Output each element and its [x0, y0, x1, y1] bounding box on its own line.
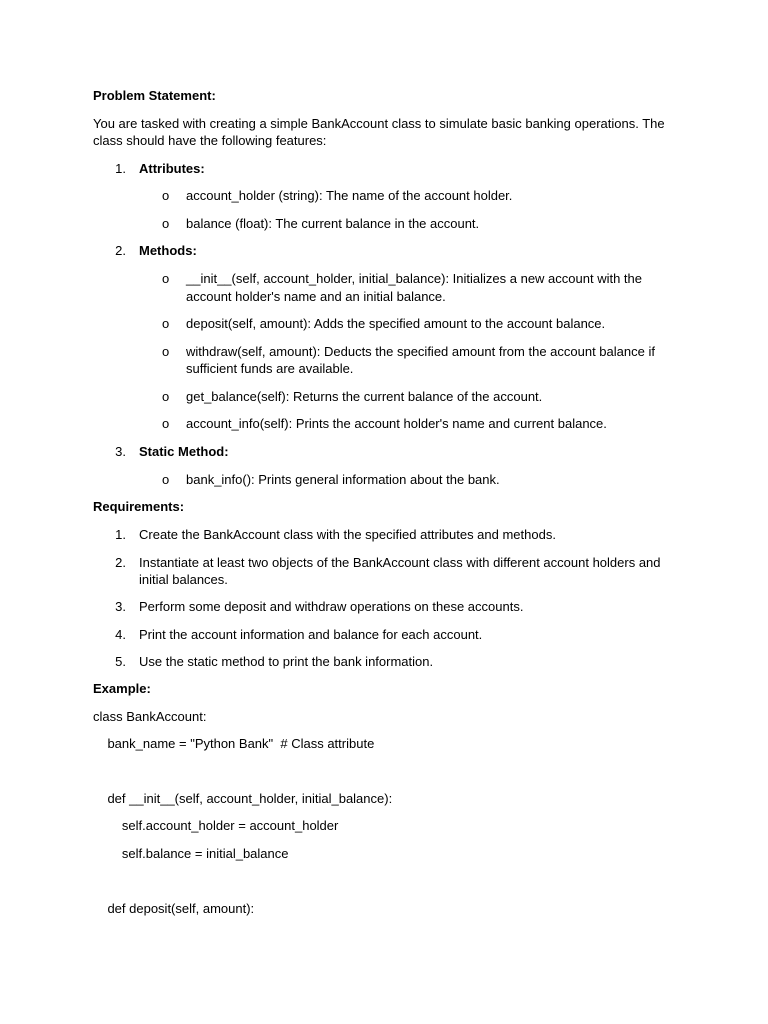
requirement-number: 2. — [115, 555, 126, 570]
list-item-continuation: sufficient funds are available. — [186, 361, 354, 376]
list-item: balance (float): The current balance in the account. — [186, 216, 480, 231]
code-line: bank_name = "Python Bank" # Class attribute — [93, 736, 375, 751]
bullet-marker: o — [162, 389, 170, 404]
requirement-number: 3. — [115, 599, 126, 614]
code-line: class BankAccount: — [93, 709, 207, 724]
bullet-marker: o — [162, 344, 170, 359]
requirement-item: Perform some deposit and withdraw operations on these accounts. — [139, 599, 524, 614]
problem-statement-heading: Problem Statement: — [93, 88, 216, 103]
bullet-marker: o — [162, 316, 170, 331]
code-line: def __init__(self, account_holder, initial_balance): — [93, 791, 393, 806]
requirement-item: Create the BankAccount class with the specified attributes and methods. — [139, 527, 556, 542]
section-number: 2. — [115, 243, 126, 258]
list-item: bank_info(): Prints general information about the bank. — [186, 472, 500, 487]
intro-paragraph-line-2: class should have the following features: — [93, 133, 327, 148]
requirement-item: Instantiate at least two objects of the BankAccount class with different account holders and — [139, 555, 661, 570]
section-title-attributes: Attributes: — [139, 161, 205, 176]
list-item: account_holder (string): The name of the account holder. — [186, 188, 513, 203]
list-item: get_balance(self): Returns the current balance of the account. — [186, 389, 543, 404]
list-item: account_info(self): Prints the account holder's name and current balance. — [186, 416, 607, 431]
requirement-item-continuation: initial balances. — [139, 572, 228, 587]
bullet-marker: o — [162, 216, 170, 231]
requirement-number: 1. — [115, 527, 126, 542]
section-number: 3. — [115, 444, 126, 459]
requirement-number: 5. — [115, 654, 126, 669]
bullet-marker: o — [162, 416, 170, 431]
intro-paragraph-line-1: You are tasked with creating a simple BankAccount class to simulate basic banking operations. The — [93, 116, 665, 131]
list-item: deposit(self, amount): Adds the specified amount to the account balance. — [186, 316, 606, 331]
code-line: def deposit(self, amount): — [93, 901, 255, 916]
section-title-methods: Methods: — [139, 243, 197, 258]
requirement-item: Use the static method to print the bank information. — [139, 654, 434, 669]
list-item: withdraw(self, amount): Deducts the specified amount from the account balance if — [186, 344, 655, 359]
requirements-heading: Requirements: — [93, 499, 185, 514]
bullet-marker: o — [162, 271, 170, 286]
section-title-static-method: Static Method: — [139, 444, 229, 459]
requirement-item: Print the account information and balance for each account. — [139, 627, 483, 642]
code-line: self.balance = initial_balance — [93, 846, 289, 861]
example-heading: Example: — [93, 681, 151, 696]
section-number: 1. — [115, 161, 126, 176]
requirement-number: 4. — [115, 627, 126, 642]
bullet-marker: o — [162, 472, 170, 487]
code-line: self.account_holder = account_holder — [93, 818, 339, 833]
list-item: __init__(self, account_holder, initial_balance): Initializes a new account with the — [186, 271, 642, 286]
bullet-marker: o — [162, 188, 170, 203]
list-item-continuation: account holder's name and an initial balance. — [186, 289, 446, 304]
